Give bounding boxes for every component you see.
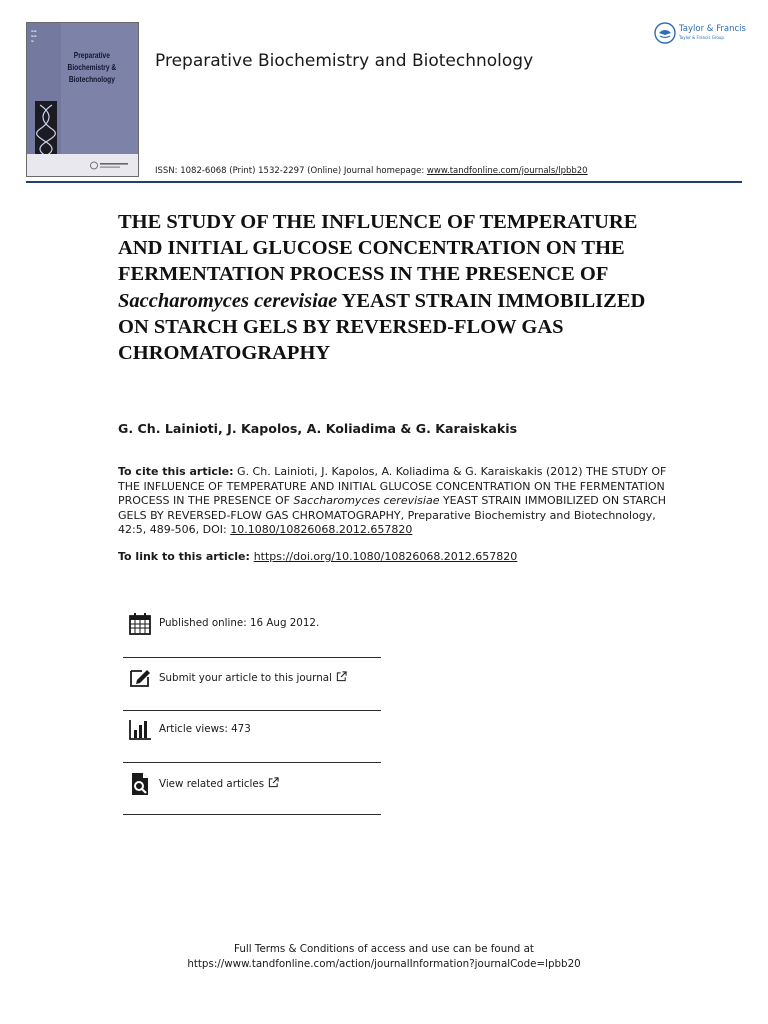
submit-article-link[interactable] [159,671,347,684]
publisher-name: Taylor & Francis [679,24,746,34]
meta-divider [123,762,381,763]
journal-title: Preparative Biochemistry and Biotechnology [155,51,534,71]
article-title [118,209,678,366]
article-title-part1: THE STUDY OF THE INFLUENCE OF TEMPERATURE AND INITIAL GLUCOSE CONCENTRATION ON THE FERMENTATION PROCESS IN THE PRESENCE OF [118,211,638,286]
meta-divider [123,814,381,815]
article-link-line [118,550,517,563]
article-title-part2: YEAST STRAIN IMMOBILIZED ON STARCH GELS BY REVERSED-FLOW GAS CHROMATOGRAPHY [118,289,646,365]
issn-line [155,166,588,176]
terms-footer [0,942,768,972]
submit-label: Submit your article to this journal [159,672,332,684]
cite-label: To cite this article: [118,465,234,478]
article-authors: G. Ch. Lainioti, J. Kapolos, A. Koliadima & G. Karaiskakis [118,421,518,436]
issn-text: ISSN: 1082-6068 (Print) 1532-2297 (Online) Journal homepage: [155,166,427,176]
cite-species: Saccharomyces cerevisiae [293,494,440,508]
cite-text-part1: G. Ch. Lainioti, J. Kapolos, A. Koliadima & G. Karaiskakis (2012) THE STUDY OF THE INFLUENCE OF TEMPERATURE AND INITIAL GLUCOSE CONCENTRATION ON THE FERMENTATION PROCESS IN THE PRESENCE OF [118,465,667,508]
header-divider [26,181,742,183]
link-label: To link to this article: [118,550,254,563]
related-row[interactable] [123,772,381,824]
journal-homepage-link[interactable]: www.tandfonline.com/journals/lpbb20 [426,166,588,176]
publisher-logo[interactable] [654,22,754,46]
meta-divider [123,657,381,658]
cover-publisher-logo-icon [90,161,130,170]
journal-cover-image [26,22,139,177]
bar-chart-icon [128,718,152,742]
document-search-icon [128,772,152,796]
meta-divider [123,710,381,711]
cite-text-part2: YEAST STRAIN IMMOBILIZED ON STARCH GELS BY REVERSED-FLOW GAS CHROMATOGRAPHY, Preparative Biochemistry and Biotechnology, 42:5, 489-506, DOI: [118,494,667,537]
related-articles-link[interactable] [159,777,279,790]
citation-block [118,465,678,538]
published-date: Published online: 16 Aug 2012. [159,617,320,629]
external-link-icon [336,671,347,682]
terms-text: Full Terms & Conditions of access and use can be found at [234,943,534,955]
cover-title: Preparative Biochemistry & Biotechnology [67,50,117,84]
calendar-icon [128,612,152,636]
external-link-icon [268,777,279,788]
article-title-species: Saccharomyces cerevisiae [118,289,338,312]
cover-volume-lines: ▬▬ ▬▬ ▬ [31,29,37,43]
edit-icon [128,666,152,690]
article-views: Article views: 473 [159,723,251,735]
article-doi-link[interactable]: https://doi.org/10.1080/10826068.2012.657820 [253,550,518,563]
publisher-group: Taylor & Francis Group [679,35,724,40]
terms-url[interactable]: https://www.tandfonline.com/action/journalInformation?journalCode=lpbb20 [187,958,581,970]
related-label: View related articles [159,778,265,790]
taylor-francis-logo-icon [654,22,676,44]
cite-doi-link[interactable]: 10.1080/10826068.2012.657820 [230,523,413,537]
